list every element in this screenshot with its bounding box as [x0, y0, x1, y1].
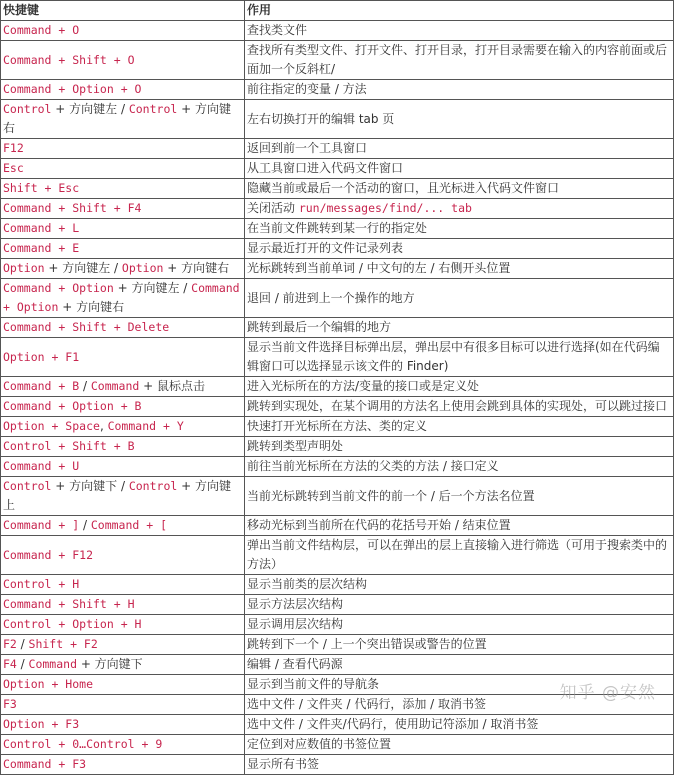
table-row [1, 615, 674, 635]
key-combo: Control [3, 102, 52, 116]
description-text: 跳转到下一个 / 上一个突出错误或警告的位置 [247, 637, 487, 651]
description-cell [245, 377, 674, 397]
key-combo: Esc [3, 161, 24, 175]
key-combo: Command + Option [3, 281, 114, 295]
description-cell [245, 21, 674, 41]
description-text: 跳转到最后一个编辑的地方 [247, 320, 392, 334]
description-cell [245, 80, 674, 100]
shortcut-cell [1, 338, 245, 377]
key-combo: Control + Option + H [3, 617, 142, 631]
key-combo: Control + 0…Control + 9 [3, 737, 163, 751]
shortcut-cell [1, 179, 245, 199]
description-cell [245, 100, 674, 139]
description-cell [245, 675, 674, 695]
key-combo: Command + Shift + H [3, 597, 135, 611]
shortcut-cell [1, 159, 245, 179]
description-text: 弹出当前文件结构层，可以在弹出的层上直接输入进行筛选（可用于搜索类中的方法） [247, 538, 668, 571]
description-text: 从工具窗口进入代码文件窗口 [247, 161, 404, 175]
table-row [1, 755, 674, 775]
key-combo: Control + Shift + B [3, 439, 135, 453]
description-cell [245, 41, 674, 80]
description-text: 显示方法层次结构 [247, 597, 344, 611]
description-cell [245, 219, 674, 239]
description-text: 当前光标跳转到当前文件的前一个 / 后一个方法名位置 [247, 488, 535, 503]
description-text: 快速打开光标所在方法、类的定义 [247, 419, 428, 433]
description-cell [245, 199, 674, 219]
table-row [1, 655, 674, 675]
table-row [1, 595, 674, 615]
shortcut-cell [1, 536, 245, 575]
description-text: 选中文件 / 文件夹 / 代码行，添加 / 取消书签 [247, 697, 487, 711]
key-combo: Control + H [3, 577, 80, 591]
description-text: 查找所有类型文件、打开文件、打开目录，打开目录需要在输入的内容前面或后面加一个反斜杠/ [247, 43, 668, 76]
description-cell [245, 397, 674, 417]
key-combo: Command + ] [3, 518, 80, 532]
shortcut-cell [1, 100, 245, 139]
shortcut-cell [1, 755, 245, 775]
shortcut-cell [1, 199, 245, 219]
shortcut-cell [1, 477, 245, 516]
table-row [1, 536, 674, 575]
description-text: 跳转到类型声明处 [247, 439, 344, 453]
shortcut-cell [1, 80, 245, 100]
table-row [1, 575, 674, 595]
table-row [1, 239, 674, 259]
shortcut-cell [1, 595, 245, 615]
table-row [1, 179, 674, 199]
key-separator: / [79, 518, 91, 532]
description-text: 光标跳转到当前单词 / 中文句的左 / 右侧开头位置 [247, 261, 511, 275]
description-text: 退回 / 前进到上一个操作的地方 [247, 290, 415, 305]
key-combo: Command + F12 [3, 547, 94, 562]
key-separator: / [79, 379, 91, 393]
table-row [1, 41, 674, 80]
table-row [1, 516, 674, 536]
key-combo: Command + [ [90, 518, 168, 532]
key-combo: F3 [3, 697, 17, 711]
description-text: 显示当前文件选择目标弹出层，弹出层中有很多目标可以进行选择(如在代码编辑窗口可以选择显示该文件的 Finder) [247, 340, 660, 373]
description-cell [245, 139, 674, 159]
table-row [1, 279, 674, 318]
description-text: 选中文件 / 文件夹/代码行，使用助记符添加 / 取消书签 [247, 717, 539, 731]
table-row [1, 100, 674, 139]
shortcut-cell [1, 21, 245, 41]
description-cell [245, 635, 674, 655]
key-combo: Command [90, 379, 140, 393]
table-row [1, 259, 674, 279]
key-combo: Command + Option + B [3, 399, 142, 413]
description-cell [245, 259, 674, 279]
header-row [1, 1, 674, 21]
table-row [1, 80, 674, 100]
description-text: 前往当前光标所在方法的父类的方法 / 接口定义 [247, 459, 499, 473]
table-row [1, 715, 674, 735]
description-text: 显示调用层次结构 [247, 617, 344, 631]
shortcut-cell [1, 457, 245, 477]
shortcut-cell [1, 219, 245, 239]
shortcut-cell [1, 695, 245, 715]
key-combo: Command + Y [107, 419, 184, 433]
key-combo: Command + U [3, 459, 80, 473]
key-separator: + 方向键左 / [113, 281, 192, 295]
table-row [1, 318, 674, 338]
description-cell [245, 655, 674, 675]
description-cell [245, 159, 674, 179]
key-combo: Command + Shift + F4 [3, 201, 142, 215]
description-cell [245, 338, 674, 377]
key-combo: Option + F1 [3, 349, 80, 364]
table-row [1, 477, 674, 516]
description-cell [245, 477, 674, 516]
table-row [1, 377, 674, 397]
key-separator: / [16, 637, 29, 651]
key-combo: Option + Space [3, 419, 100, 433]
key-combo: Option [3, 261, 45, 275]
description-cell [245, 457, 674, 477]
table-row [1, 21, 674, 41]
header-shortcut: 快捷键 [1, 1, 245, 21]
key-combo: F2 [3, 637, 17, 651]
shortcut-cell [1, 516, 245, 536]
key-combo: Command + Shift + Delete [3, 320, 170, 334]
key-combo: Control [128, 102, 178, 116]
key-combo: Shift + F2 [28, 637, 98, 651]
table-row [1, 139, 674, 159]
key-combo: Command + Option [3, 281, 240, 314]
description-text: 编辑 / 查看代码源 [247, 657, 343, 671]
description-text: 显示所有书签 [247, 757, 320, 771]
shortcut-cell [1, 318, 245, 338]
description-text: 进入光标所在的方法/变量的接口或是定义处 [247, 379, 480, 393]
key-combo: F12 [3, 141, 24, 155]
table-row [1, 199, 674, 219]
description-cell [245, 755, 674, 775]
description-cell [245, 695, 674, 715]
description-text: 关闭活动 [247, 201, 299, 215]
description-text: 隐藏当前或最后一个活动的窗口，且光标进入代码文件窗口 [247, 181, 560, 195]
shortcut-cell [1, 715, 245, 735]
key-combo: Command + L [3, 221, 80, 235]
key-separator: + 方向键下 [77, 657, 143, 671]
description-cell [245, 239, 674, 259]
description-cell [245, 437, 674, 457]
description-text: 显示到当前文件的导航条 [247, 677, 380, 691]
description-text: 显示当前类的层次结构 [247, 577, 368, 591]
shortcut-cell [1, 437, 245, 457]
table-body [1, 21, 674, 775]
description-cell [245, 179, 674, 199]
key-combo: Command + Shift + O [3, 52, 135, 67]
shortcut-cell [1, 575, 245, 595]
shortcut-cell [1, 615, 245, 635]
table-row [1, 675, 674, 695]
table-row [1, 159, 674, 179]
shortcut-cell [1, 259, 245, 279]
table-row [1, 735, 674, 755]
key-separator: , [99, 419, 108, 433]
table-row [1, 457, 674, 477]
description-text: 查找类文件 [247, 23, 308, 37]
key-separator: + 方向键右 [163, 261, 230, 275]
description-text: 定位到对应数值的书签位置 [247, 737, 392, 751]
watermark: 知乎 @安然 [559, 683, 656, 703]
description-cell [245, 516, 674, 536]
key-separator: + 方向键右 [3, 102, 231, 135]
key-combo: Control [128, 479, 178, 493]
description-text: 返回到前一个工具窗口 [247, 141, 368, 155]
table-row [1, 695, 674, 715]
description-text: 显示最近打开的文件记录列表 [247, 241, 404, 255]
key-separator: + 方向键左 / [44, 261, 122, 275]
key-combo: Command + E [3, 241, 80, 255]
shortcut-cell [1, 377, 245, 397]
description-cell [245, 595, 674, 615]
description-cell [245, 318, 674, 338]
key-separator: + 鼠标点击 [139, 379, 205, 393]
description-cell [245, 279, 674, 318]
key-separator: / [16, 657, 29, 671]
key-combo: Option + F3 [3, 717, 80, 731]
shortcut-cell [1, 41, 245, 80]
description-text: 移动光标到当前所在代码的花括号开始 / 结束位置 [247, 518, 511, 532]
key-separator: + 方向键下 / [51, 479, 129, 493]
shortcut-cell [1, 397, 245, 417]
shortcut-cell [1, 635, 245, 655]
shortcut-cell [1, 239, 245, 259]
description-text: 在当前文件跳转到某一行的指定处 [247, 221, 428, 235]
description-text: 跳转到实现处，在某个调用的方法名上使用会跳到具体的实现处，可以跳过接口 [247, 399, 668, 413]
table-row [1, 417, 674, 437]
key-combo: Control [3, 479, 52, 493]
key-combo: Option + Home [3, 677, 94, 691]
table-row [1, 635, 674, 655]
key-combo: Shift + Esc [3, 181, 80, 195]
key-combo: Command [28, 657, 77, 671]
table-row [1, 219, 674, 239]
key-combo: Option [121, 261, 164, 275]
description-cell [245, 615, 674, 635]
key-combo: Command + F3 [3, 757, 87, 771]
key-combo: Command + O [3, 23, 80, 37]
table-row [1, 437, 674, 457]
shortcut-cell [1, 655, 245, 675]
description-cell [245, 715, 674, 735]
description-cell [245, 417, 674, 437]
description-text: 左右切换打开的编辑 tab 页 [247, 111, 395, 126]
shortcut-cell [1, 675, 245, 695]
key-combo: Command + B [3, 379, 80, 393]
description-code: run/messages/find/... tab [298, 201, 472, 215]
header-function: 作用 [245, 1, 674, 21]
shortcut-cell [1, 417, 245, 437]
description-cell [245, 536, 674, 575]
key-separator: + 方向键右 [58, 300, 125, 314]
description-text: 前往指定的变量 / 方法 [247, 82, 367, 96]
description-cell [245, 575, 674, 595]
key-separator: + 方向键上 [3, 479, 231, 512]
table-row [1, 397, 674, 417]
shortcut-cell [1, 139, 245, 159]
key-separator: + 方向键左 / [51, 102, 129, 116]
table-row [1, 338, 674, 377]
description-cell [245, 735, 674, 755]
key-combo: Command + Option + O [3, 82, 142, 96]
shortcut-cell [1, 735, 245, 755]
key-combo: F4 [3, 657, 17, 671]
shortcut-cell [1, 279, 245, 318]
